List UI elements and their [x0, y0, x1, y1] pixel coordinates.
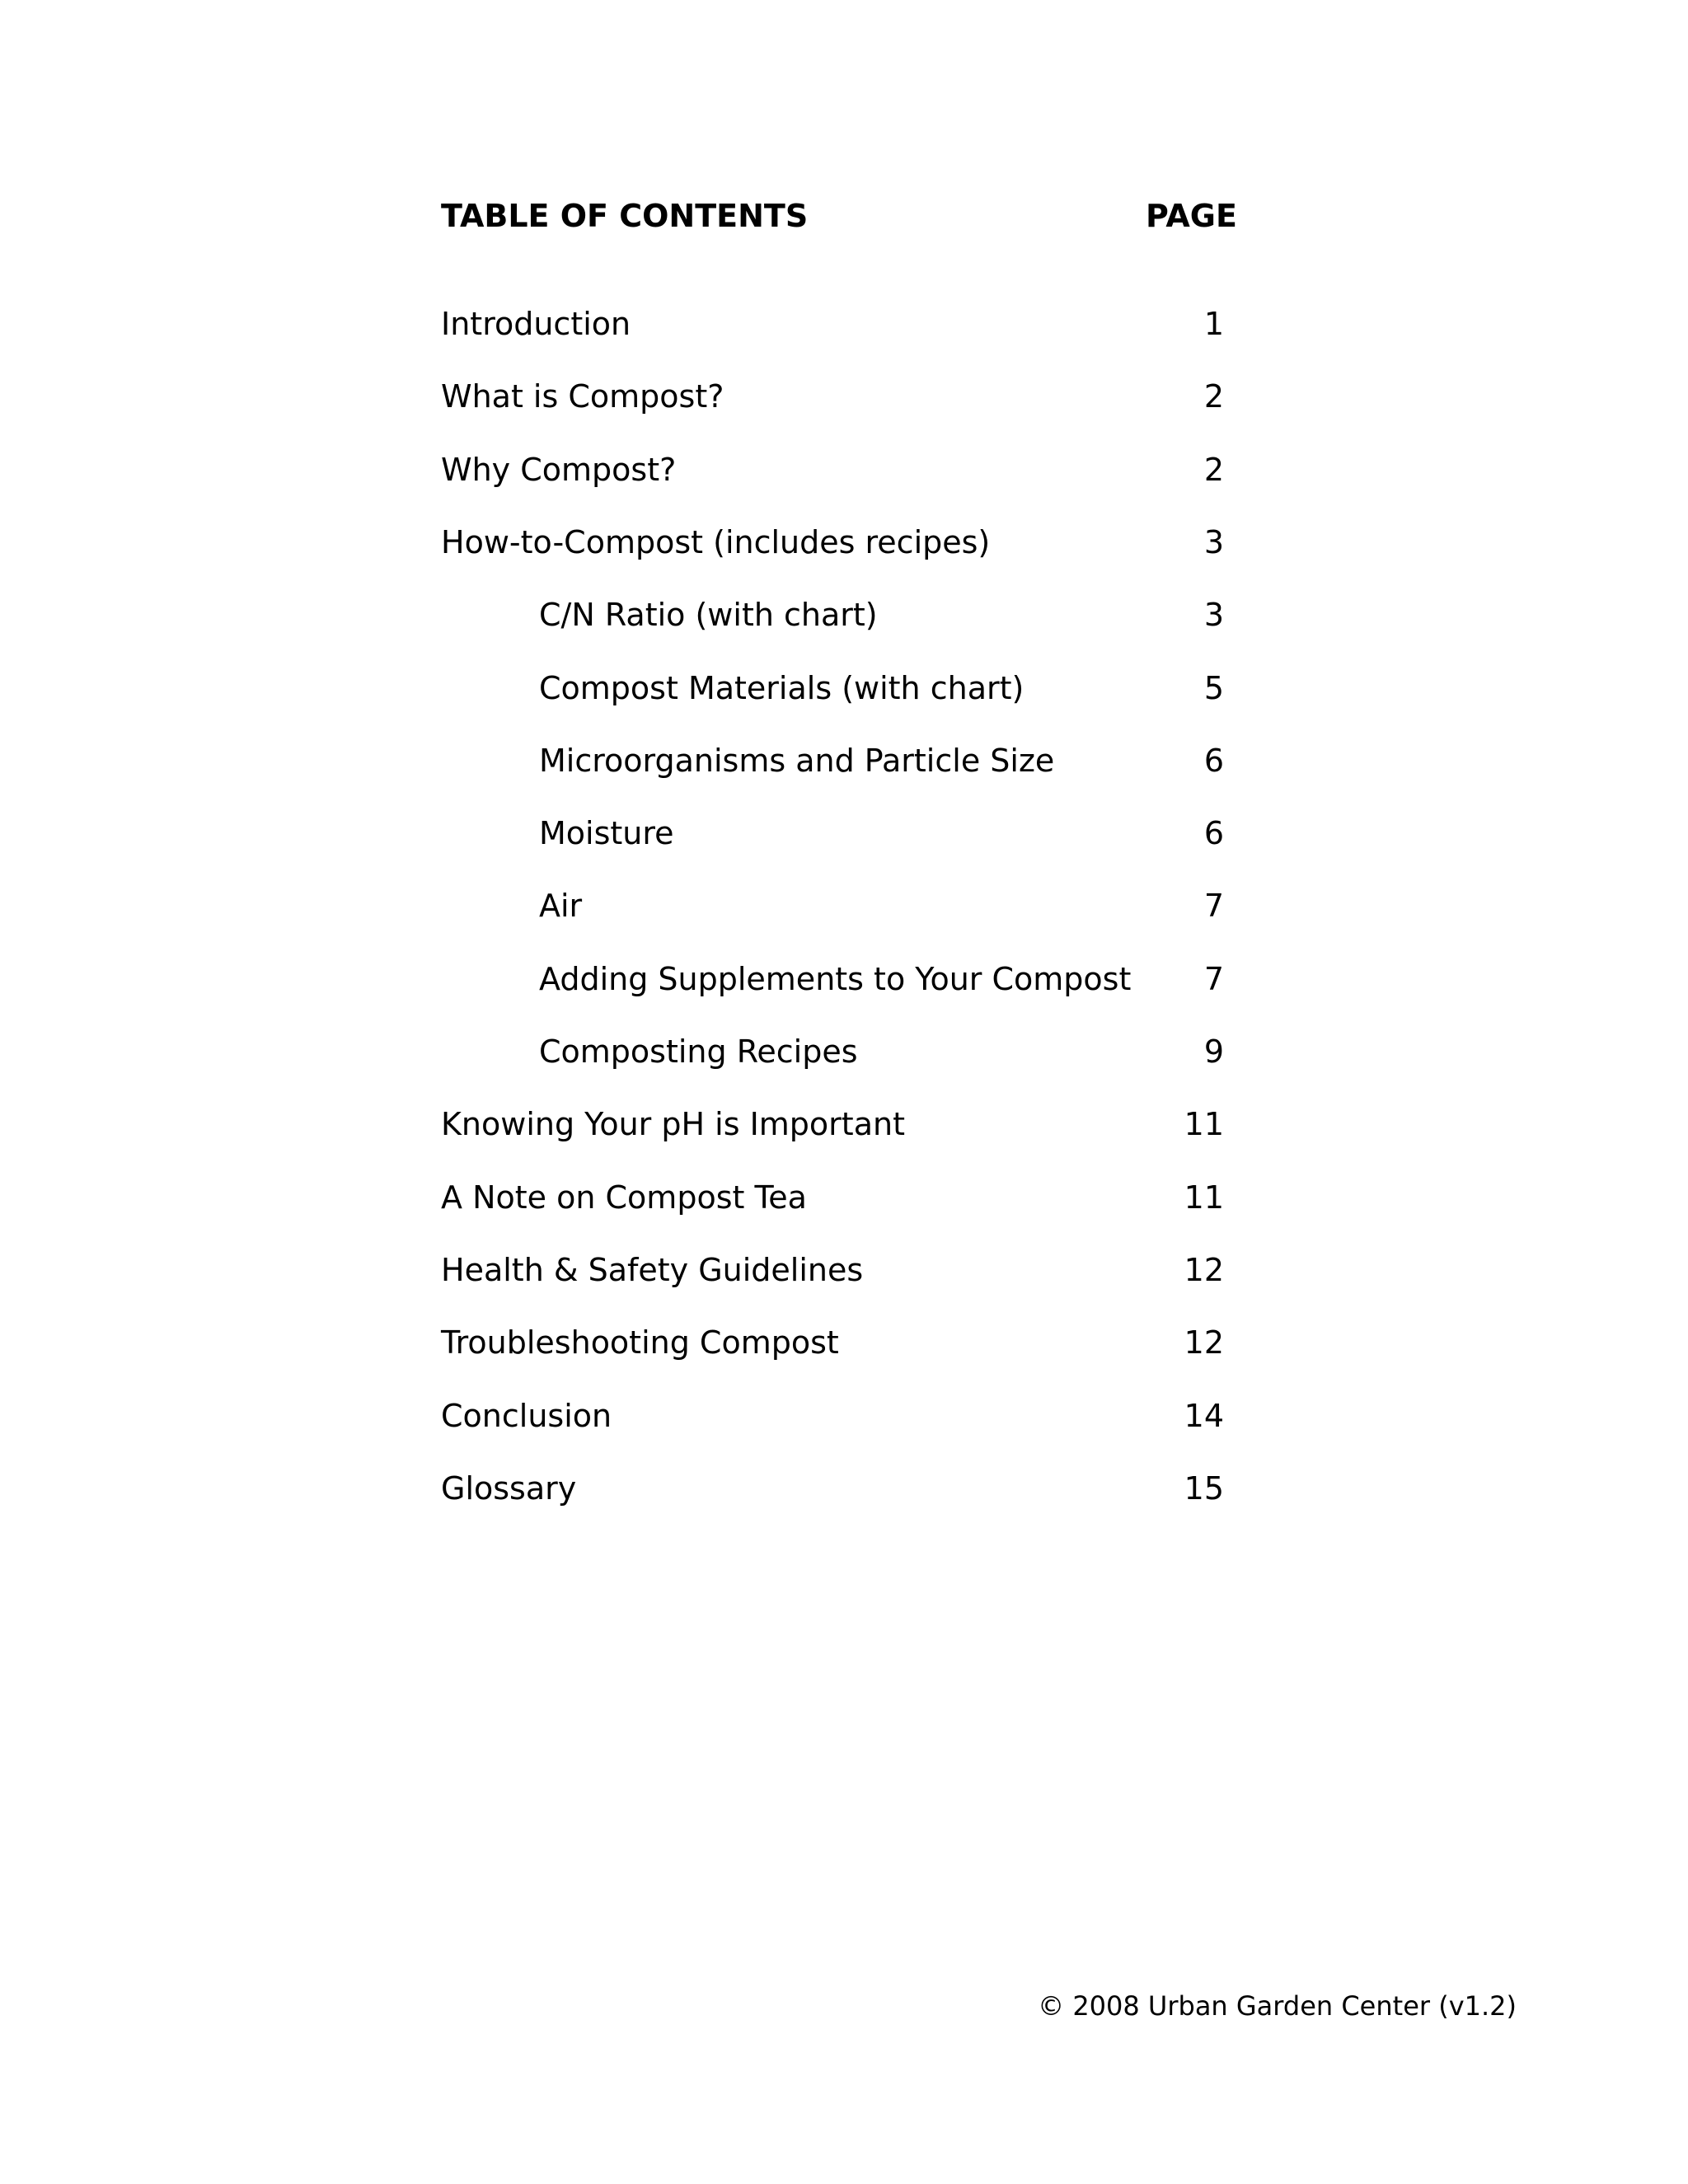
- toc-entry-title: C/N Ratio (with chart): [539, 597, 878, 633]
- toc-entry: [441, 301, 1224, 347]
- toc-entry-title: Conclusion: [441, 1398, 612, 1434]
- toc-entry: [441, 1101, 1224, 1147]
- toc-subentry: [441, 883, 1224, 929]
- toc-subentry: [441, 1029, 1224, 1075]
- toc-entry-page: 2: [1203, 452, 1224, 488]
- toc-entry-title: Microorganisms and Particle Size: [539, 743, 1055, 779]
- toc-entry-title: Health & Safety Guidelines: [441, 1252, 864, 1288]
- toc-entry: [441, 1393, 1224, 1439]
- toc-page-column-label: PAGE: [1146, 198, 1237, 234]
- toc-entry-page: 2: [1203, 378, 1224, 415]
- toc-entry-page: 11: [1184, 1106, 1224, 1142]
- toc-entry-page: 7: [1203, 888, 1224, 924]
- toc-entry-title: How-to-Compost (includes recipes): [441, 524, 991, 560]
- toc-entry-page: 11: [1184, 1179, 1224, 1216]
- toc-entry: [441, 373, 1224, 419]
- toc-entry: [441, 447, 1224, 493]
- toc-entry-title: Glossary: [441, 1470, 577, 1507]
- toc-entry-title: Troubleshooting Compost: [441, 1324, 839, 1361]
- toc-entry-title: Knowing Your pH is Important: [441, 1106, 905, 1142]
- toc-entry-page: 12: [1184, 1324, 1224, 1361]
- toc-entry-title: Composting Recipes: [539, 1033, 858, 1070]
- toc-entry-page: 5: [1203, 670, 1224, 706]
- toc-subentry: [441, 810, 1224, 856]
- toc-entry-title: Air: [539, 888, 583, 924]
- toc-subentry: [441, 665, 1224, 711]
- toc-entry-title: A Note on Compost Tea: [441, 1179, 807, 1216]
- toc-entry-title: Compost Materials (with chart): [539, 670, 1025, 706]
- toc-entry-title: What is Compost?: [441, 378, 724, 415]
- toc-entry-title: Why Compost?: [441, 452, 677, 488]
- toc-entry-page: 6: [1203, 743, 1224, 779]
- toc-subentry: [441, 738, 1224, 784]
- toc-subentry: [441, 592, 1224, 638]
- toc-subentry: [441, 956, 1224, 1002]
- toc-entry-title: Introduction: [441, 306, 631, 342]
- toc-entry: [441, 1465, 1224, 1511]
- toc-entry: [441, 1247, 1224, 1293]
- toc-entry: [441, 1319, 1224, 1366]
- toc-entry-page: 9: [1203, 1033, 1224, 1070]
- toc-entry-title: Adding Supplements to Your Compost: [539, 961, 1132, 997]
- toc-entry-page: 1: [1203, 306, 1224, 342]
- toc-entry-page: 3: [1203, 597, 1224, 633]
- toc-entry-page: 3: [1203, 524, 1224, 560]
- toc-entry-title: Moisture: [539, 815, 674, 851]
- copyright-footer: © 2008 Urban Garden Center (v1.2): [1038, 1990, 1517, 2022]
- toc-entry: [441, 1174, 1224, 1221]
- toc-entry-page: 7: [1203, 961, 1224, 997]
- toc-title: TABLE OF CONTENTS: [441, 198, 809, 234]
- toc-entry-page: 14: [1184, 1398, 1224, 1434]
- toc-entry-page: 6: [1203, 815, 1224, 851]
- toc-entry-page: 12: [1184, 1252, 1224, 1288]
- toc-entry-page: 15: [1184, 1470, 1224, 1507]
- toc-entry: [441, 519, 1224, 565]
